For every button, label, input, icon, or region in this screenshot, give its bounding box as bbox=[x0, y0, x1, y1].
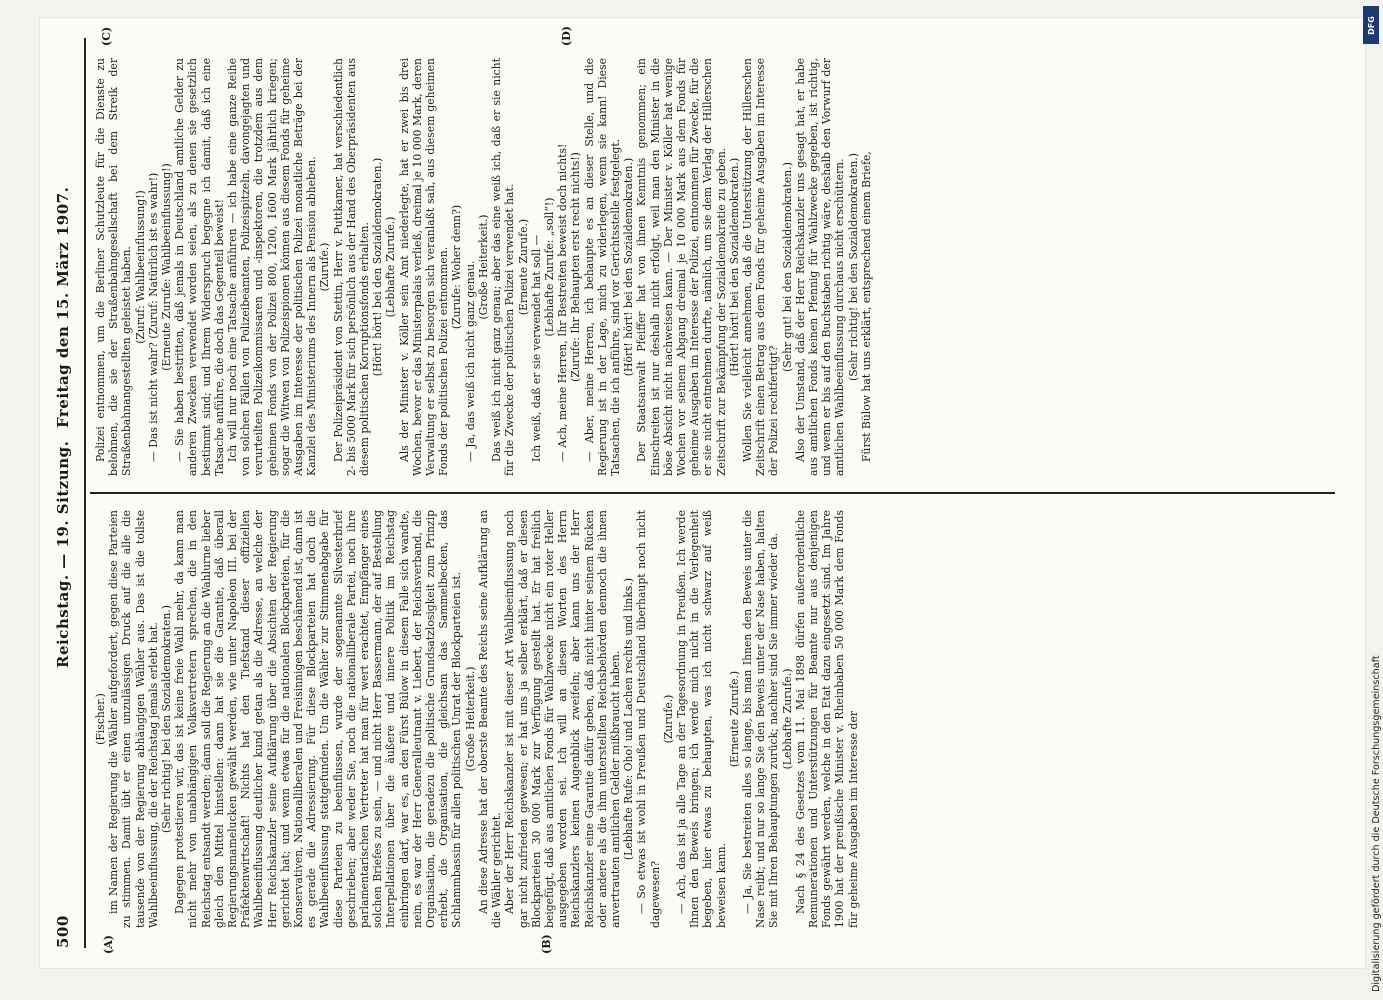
header-rule bbox=[84, 38, 86, 948]
margin-marker-a: (A) bbox=[102, 935, 115, 954]
text-paragraph: — Ach, meine Herren, Ihr Bestreiten beweist doch nichts! bbox=[556, 143, 570, 462]
text-paragraph: (Erneute Zurufe.) bbox=[516, 218, 530, 316]
text-paragraph: (Große Heiterkeit.) bbox=[476, 214, 490, 320]
left-text-column bbox=[94, 510, 1335, 928]
text-paragraph: (Sehr richtig! bei den Sozialdemokraten.) bbox=[160, 605, 174, 833]
text-paragraph: (Hört! hört! bei den Sozialdemokraten.) bbox=[371, 157, 385, 377]
text-paragraph: — Ja, Sie bestreiten alles so lange, bis man Ihnen den Beweis unter die Nase reibt; und nur so lange Sie den Beweis unter der Nase haben, halten Sie mit Ihren Behauptungen zurück; nachher sind Sie immer wieder da. bbox=[740, 510, 781, 928]
running-title: Reichstag. — 19. Sitzung. bbox=[54, 440, 72, 668]
text-paragraph: Als der Minister v. Köller sein Amt niederlegte, hat er zwei bis drei Wochen, bevor er das Ministerpalais verließ, dreimal je 10 000 Mark, deren Verwaltung er selbst zu besorgen sich veranlaßt sah, aus diesem geheimen Fonds der politischen Polizei entnommen. bbox=[397, 58, 451, 476]
page-header bbox=[54, 38, 80, 948]
text-paragraph: (Große Heiterkeit.) bbox=[463, 666, 477, 772]
text-paragraph: — So etwas ist wohl in Preußen und Deutschland überhaupt noch nicht dagewesen? bbox=[635, 510, 662, 928]
text-paragraph: (Erneute Zurufe: Wahlbeeinflussung!) bbox=[160, 163, 174, 371]
text-paragraph: (Lebhafte Rufe: Oho! und Lachen rechts und links.) bbox=[622, 577, 636, 861]
text-paragraph: — Das ist nicht wahr? (Zuruf: Natürlich ist es wahr!) bbox=[146, 172, 160, 462]
text-paragraph: (Zuruf: Wahlbeeinflussung!) bbox=[133, 190, 147, 344]
text-paragraph: (Hört! hört! bei den Sozialdemokraten.) bbox=[727, 157, 741, 377]
text-paragraph: Polizei entnommen, um die Berliner Schutzleute für die Dienste zu belohnen, die sie der Straßenbahngesellschaft bei dem Streik der Straßenbahnangestellten geleistet haben. bbox=[94, 58, 134, 476]
funding-notice: Digitalisierung gefördert durch die Deutsche Forschungsgemeinschaft bbox=[1371, 655, 1382, 992]
text-paragraph: Also der Umstand, daß der Herr Reichskanzler uns gesagt hat, er habe aus amtlichen Fonds keinen Pfennig für Wahlzwecke gegeben, ist richtig, und wenn er bis auf den Buchstaben richtig wäre, deshalb den Vorwurf der amtlichen Wahlbeeinflussung durchaus nicht erschüttern. bbox=[793, 58, 847, 476]
text-paragraph: Der Staatsanwalt Pfeiffer hat von ihnen Kenntnis genommen; ein Einschreiten ist nur deshalb nicht erfolgt, weil man den Minister in die böse Absicht nicht nachweisen kann. — Der Minister v. Köller hat wenige Wochen vor seinem Abgang dreimal je 10 000 Mark aus dem Fonds für geheime Ausgaben im Interesse der Polizei, entnommen für Zwecke, für die er sie nicht entnehmen durfte, nämlich, um sie dem Verlag der Hillerschen Zeitschrift zur Bekämpfung der Sozialdemokratie zu geben. bbox=[635, 58, 728, 476]
text-paragraph: — Sie haben bestritten, daß jemals in Deutschland amtliche Gelder zu anderen Zwecken verwendet worden seien, als zu denen sie gesetzlich bestimmt sind; und Ihrem Widerspruch begegne ich damit, daß ich eine Tatsache anführe, die doch das Gegenteil beweist! bbox=[173, 58, 226, 476]
text-paragraph: Wollen Sie vielleicht annehmen, daß die Unterstützung der Hillerschen Zeitschrift einen Betrag aus dem Fonds für geheime Ausgaben im Interesse der Polizei rechtfertigt? bbox=[740, 58, 781, 476]
text-paragraph: Nach § 24 des Gesetzes vom 11. Mai 1898 dürfen außerordentliche Remunerationen und Unterstützungen für Beamte nur aus denjenigen Fonds gewährt werden, welche in den Etat dazu eingesetzt sind. Im Jahre 1900 hat der preußische Minister v. Rheinbaben 50 000 Mark dem Fonds für geheime Ausgaben im Interesse der bbox=[793, 510, 860, 928]
text-paragraph: Der Polizeipräsident von Stettin, Herr v. Puttkamer, hat verschiedentlich 2- bis 5000 Mark für sich persönlich aus der Hand des Oberpräsidenten aus diesem politischen Korruptionsfonds erhalten. bbox=[331, 58, 372, 476]
text-paragraph: — Ja, das weiß ich nicht ganz genau. bbox=[463, 260, 477, 462]
text-paragraph: — Aber, meine Herren, ich behaupte es an dieser Stelle, und die Regierung ist in der Lage, mich zu widerlegen, wenn sie kann! Diese Tatsachen, die ich anführe, sind vor Gerichtsstelle festgelegt. bbox=[582, 58, 622, 476]
text-paragraph: (Zurufe.) bbox=[318, 242, 332, 292]
text-paragraph: (Lebhafte Zurufe: „soll“!) bbox=[542, 197, 556, 337]
text-paragraph: (Zurufe: Ihr Behaupten erst recht nichts!) bbox=[569, 152, 583, 382]
text-paragraph: (Zurufe: Woher denn?) bbox=[450, 204, 464, 330]
text-paragraph: (Zurufe.) bbox=[661, 694, 675, 744]
text-paragraph: — Ach, das ist ja alle Tage an der Tagesordnung in Preußen. Ich werde Ihnen den Beweis bringen; ich werde mich nicht in die Verlegenheit begeben, hier etwas zu behaupten, was ich nicht schwarz auf weiß beweisen kann. bbox=[674, 510, 728, 928]
margin-marker-b: (B) bbox=[540, 934, 553, 954]
column-divider bbox=[90, 493, 1335, 495]
text-paragraph: Fürst Bülow hat uns erklärt, entsprechend einem Briefe, bbox=[859, 151, 873, 462]
scanned-page bbox=[40, 18, 1365, 968]
page-number: 500 bbox=[54, 915, 72, 948]
margin-marker-d: (D) bbox=[560, 26, 573, 46]
text-paragraph: Aber der Herr Reichskanzler ist mit dieser Art Wahlbeeinflussung noch gar nicht zufrieden gewesen; er hat uns ja selber erklärt, daß er diesen Blockparteien 30 000 Mark zur Verfügung gestellt hat. Er hat freilich beigefügt, daß aus amtlichen Fonds für Wahlzwecke nicht ein roter Heller ausgegeben worden sei. Ich will an diesen Worten des Herrn Reichskanzlers keinen Augenblick zweifeln; aber kann uns der Herr Reichskanzler eine Garantie dafür geben, daß nicht hinter seinem Rücken oder andere als die ihm unterstellten Reichsbehörden dennoch die ihnen anvertrauten amtlichen Gelder mißbraucht haben. bbox=[503, 510, 622, 928]
session-date: Freitag den 15. März 1907. bbox=[54, 186, 72, 428]
text-paragraph: Ich weiß, daß er sie verwendet hat soll — bbox=[529, 234, 543, 462]
right-text-column bbox=[94, 58, 1335, 476]
text-paragraph: (Hört! hört! bei den Sozialdemokraten.) bbox=[622, 157, 636, 377]
text-paragraph: Ich will nur noch eine Tatsache anführen — ich habe eine ganze Reihe von solchen Fällen von Polizeibeamten, Polizeispitzeln, davongejagten und verurteilten Polizeikommissaren und -inspektoren, die trotzdem aus dem geheimen Fonds von der Polizei 800, 1200, 1600 Mark jährlich kriegen; sogar die Witwen von Polizeispionen können aus diesem Fonds für geheime Ausgaben im Interesse der politischen Polizei monatliche Beträge bei der Kanzlei des Ministeriums des Innern als Pension abheben. bbox=[226, 58, 319, 476]
text-paragraph: (Sehr gut! bei den Sozialdemokraten.) bbox=[780, 162, 794, 372]
text-paragraph: im Namen der Regierung die Wähler aufgefordert, gegen diese Parteien zu stimmen. Damit übt er einen unzulässigen Druck auf die alle die tausende von der Regierung abhängigen Wähler aus. Das ist die tollste Wahlbeeinflussung, die der Reichstag jemals erlebt hat. bbox=[107, 510, 160, 928]
text-paragraph: Dagegen protestieren wir, das ist keine freie Wahl mehr, da kann man nicht mehr von unabhängigen Volksvertretern sprechen, die in den Reichstag entsandt werden; dann soll die Regierung an die Wahlurne lieber gleich den Mittel hinstellen: dann hat sie die Garantie, daß überall Regierungsmamelucken gewählt werden, wie unter Napoleon III. bei der Präfektenwirtschaft! Nichts hat den Tiefstand dieser offiziellen Wahlbeeinflussung deutlicher kund getan als die Adresse, an welche der Herr Reichskanzler seine Aufklärung über die Absichten der Regierung gerichtet hat; und wenn etwas für die nationalen Blockparteien, für die Konservativen, Nationalliberalen und Freisinnigen beschämend ist, dann ist es gerade die Adressierung. Für diese Blockparteien hat doch die Wahlbeeinflussung stattgefunden. Um die Wähler zur Stimmenabgabe für diese Parteien zu beeinflussen, wurde der sogenannte Silvesterbrief geschrieben; aber weder Sie, noch die nationalliberale Partei, noch ihre parlamentarischen Vertreter hat man für wert erachtet, Empfänger eines solchen Briefes zu sein, — und nicht Herr Bassermann, der auf Bestellung Interpellationen über die äußere und innere Politik im Reichstag einbringen darf, war es, an den Fürst Bülow in diesem Falle sich wandte, nein, es war der Herr Generalleutnant v. Liebert, der Reichsverband, die Organisation, die geradezu die politische Grundsatzlosigkeit zum Prinzip erhebt, die Organisation, die gleichsam das Sammelbecken, das Schlammbassin für allen politischen Unrat der Blockparteien ist. bbox=[173, 510, 464, 928]
text-paragraph: (Lebhafte Zurufe.) bbox=[780, 668, 794, 770]
text-paragraph: (Erneute Zurufe.) bbox=[727, 670, 741, 768]
text-paragraph: (Sehr richtig! bei den Sozialdemokraten.) bbox=[846, 153, 860, 381]
text-paragraph: Das weiß ich nicht ganz genau; aber das eine weiß ich, daß er sie nicht für die Zwecke der politischen Polizei verwendet hat. bbox=[490, 58, 517, 476]
text-paragraph: (Lebhafte Zurufe.) bbox=[384, 216, 398, 318]
margin-marker-c: (C) bbox=[100, 26, 113, 46]
text-paragraph: (Fischer.) bbox=[94, 693, 107, 745]
text-paragraph: An diese Adresse hat der oberste Beamte des Reichs seine Aufklärung an die Wähler gerichtet. bbox=[476, 510, 504, 928]
dfg-logo: DFG bbox=[1363, 6, 1379, 44]
